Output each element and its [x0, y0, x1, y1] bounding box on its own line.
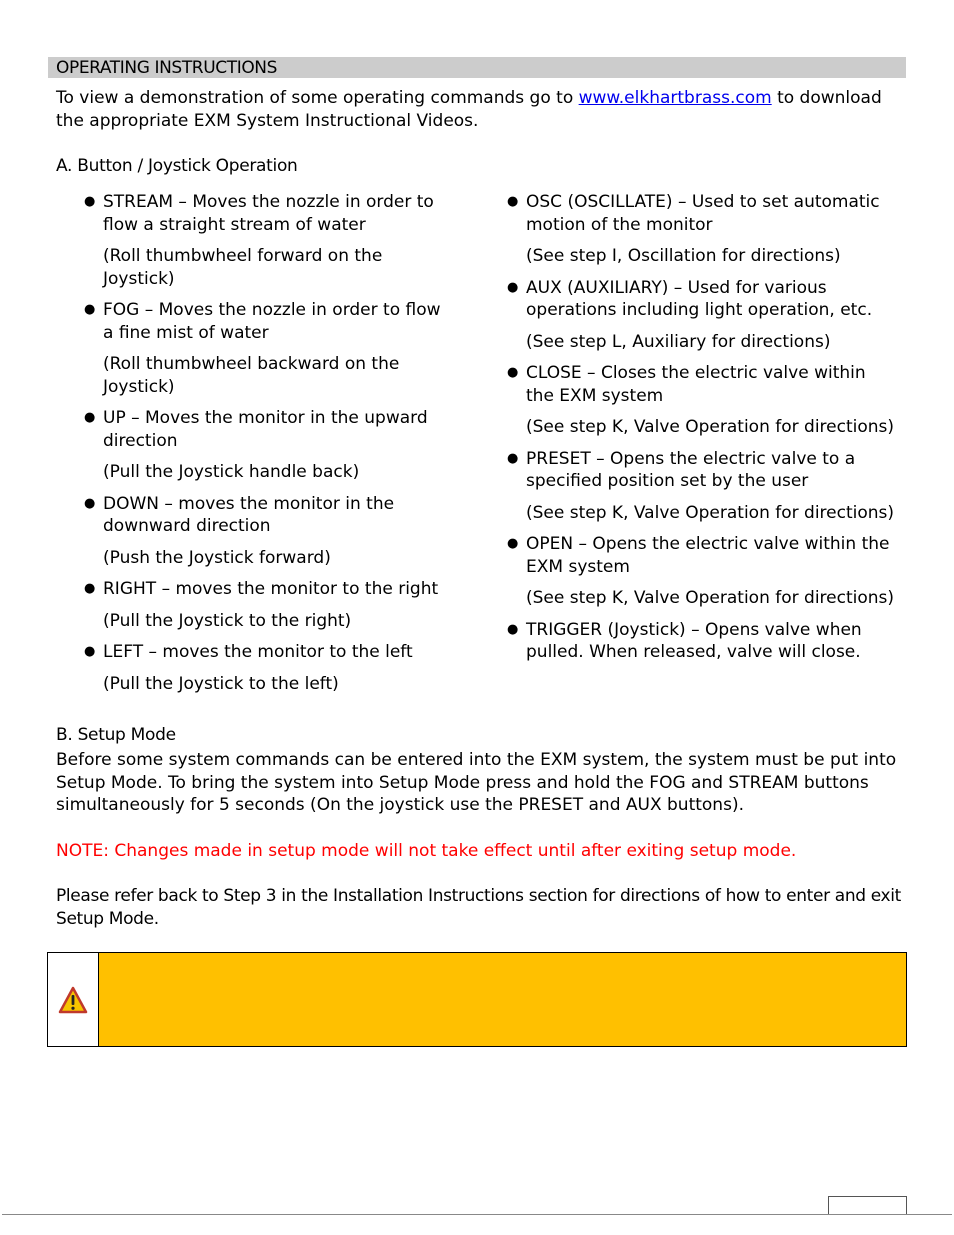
list-item [507, 277, 897, 354]
setup-mode-body: Before some system commands can be entered into the EXM system, the system must be put into Setup Mode. To bring the system into Setup Mode press and hold the FOG and STREAM buttons simultaneously for 5 seconds (On the joystick use the PRESET and AUX buttons). [56, 750, 897, 815]
command-note: (Roll thumbwheel backward on the Joystick) [103, 354, 400, 397]
list-item [507, 619, 897, 664]
command-text: FOG – Moves the nozzle in order to flow a fine mist of water [103, 300, 441, 343]
command-note: (See step K, Valve Operation for directions) [526, 588, 895, 608]
section-header-bar [48, 57, 906, 78]
list-item [507, 362, 897, 439]
right-command-list [507, 191, 897, 664]
command-text: OPEN – Opens the electric valve within the EXM system [526, 534, 890, 577]
left-command-list [84, 191, 454, 695]
warning-box [47, 952, 907, 1047]
list-item [84, 299, 454, 398]
list-item [84, 641, 454, 695]
bullet-icon: ● [507, 279, 519, 295]
command-text: OSC (OSCILLATE) – Used to set automatic motion of the monitor [526, 192, 880, 235]
warning-icon [58, 986, 88, 1014]
command-text: AUX (AUXILIARY) – Used for various operations including light operation, etc. [526, 277, 873, 320]
command-text: PRESET – Opens the electric valve to a specified position set by the user [526, 448, 856, 491]
command-text: CLOSE – Closes the electric valve within the EXM system [526, 363, 866, 406]
bullet-icon: ● [507, 194, 519, 209]
section-a-heading: A. Button / Joystick Operation [56, 156, 298, 176]
warning-fill [99, 953, 906, 1046]
command-text: RIGHT – moves the monitor to the right [103, 579, 439, 599]
intro-text-after: to download the appropriate EXM System Instructional Videos. [56, 88, 882, 131]
list-item [84, 578, 454, 632]
list-item [507, 191, 897, 268]
command-text: DOWN – moves the monitor in the downward direction [103, 493, 395, 536]
list-item [507, 533, 897, 610]
bullet-icon: ● [507, 450, 519, 466]
bullet-icon: ● [507, 536, 519, 551]
command-text: LEFT – moves the monitor to the left [103, 642, 413, 662]
command-note: (Push the Joystick forward) [103, 547, 331, 568]
command-note: (Pull the Joystick to the left) [103, 673, 339, 694]
elkhartbrass-link[interactable]: www.elkhartbrass.com [578, 88, 772, 108]
bullet-icon: ● [84, 644, 96, 659]
command-text: UP – Moves the monitor in the upward direction [103, 408, 428, 451]
bullet-icon: ● [507, 365, 519, 380]
bullet-icon: ● [84, 302, 96, 317]
list-item [84, 493, 454, 570]
command-text: STREAM – Moves the nozzle in order to flow a straight stream of water [103, 192, 434, 235]
command-note: (Pull the Joystick handle back) [103, 462, 360, 482]
warning-icon-cell [48, 953, 99, 1046]
section-title: OPERATING INSTRUCTIONS [56, 58, 278, 78]
footer-rule [2, 1214, 952, 1215]
intro-paragraph [56, 87, 906, 133]
command-note: (See step L, Auxiliary for directions) [526, 331, 831, 352]
command-note: (Pull the Joystick to the right) [103, 610, 352, 631]
intro-text-before: To view a demonstration of some operating commands go to [56, 88, 579, 108]
bullet-icon: ● [84, 581, 96, 596]
setup-mode-reference: Please refer back to Step 3 in the Installation Instructions section for directions of how to enter and exit Setup Mode. [56, 886, 901, 929]
bullet-icon: ● [507, 621, 519, 637]
command-text: TRIGGER (Joystick) – Opens valve when pulled. When released, valve will close. [526, 619, 862, 662]
command-note: (See step K, Valve Operation for directions) [526, 502, 895, 523]
section-b-heading: B. Setup Mode [56, 725, 176, 745]
bullet-icon: ● [84, 410, 96, 425]
list-item [84, 407, 454, 484]
page-number-tab [828, 1196, 907, 1215]
bullet-icon: ● [84, 495, 96, 511]
list-item [507, 448, 897, 525]
setup-mode-note: NOTE: Changes made in setup mode will not take effect until after exiting setup mode. [56, 841, 797, 861]
command-note: (See step K, Valve Operation for directions) [526, 417, 895, 437]
command-note: (See step I, Oscillation for directions) [526, 246, 841, 266]
bullet-icon: ● [84, 194, 96, 209]
command-note: (Roll thumbwheel forward on the Joystick) [103, 246, 383, 289]
list-item [84, 191, 454, 290]
